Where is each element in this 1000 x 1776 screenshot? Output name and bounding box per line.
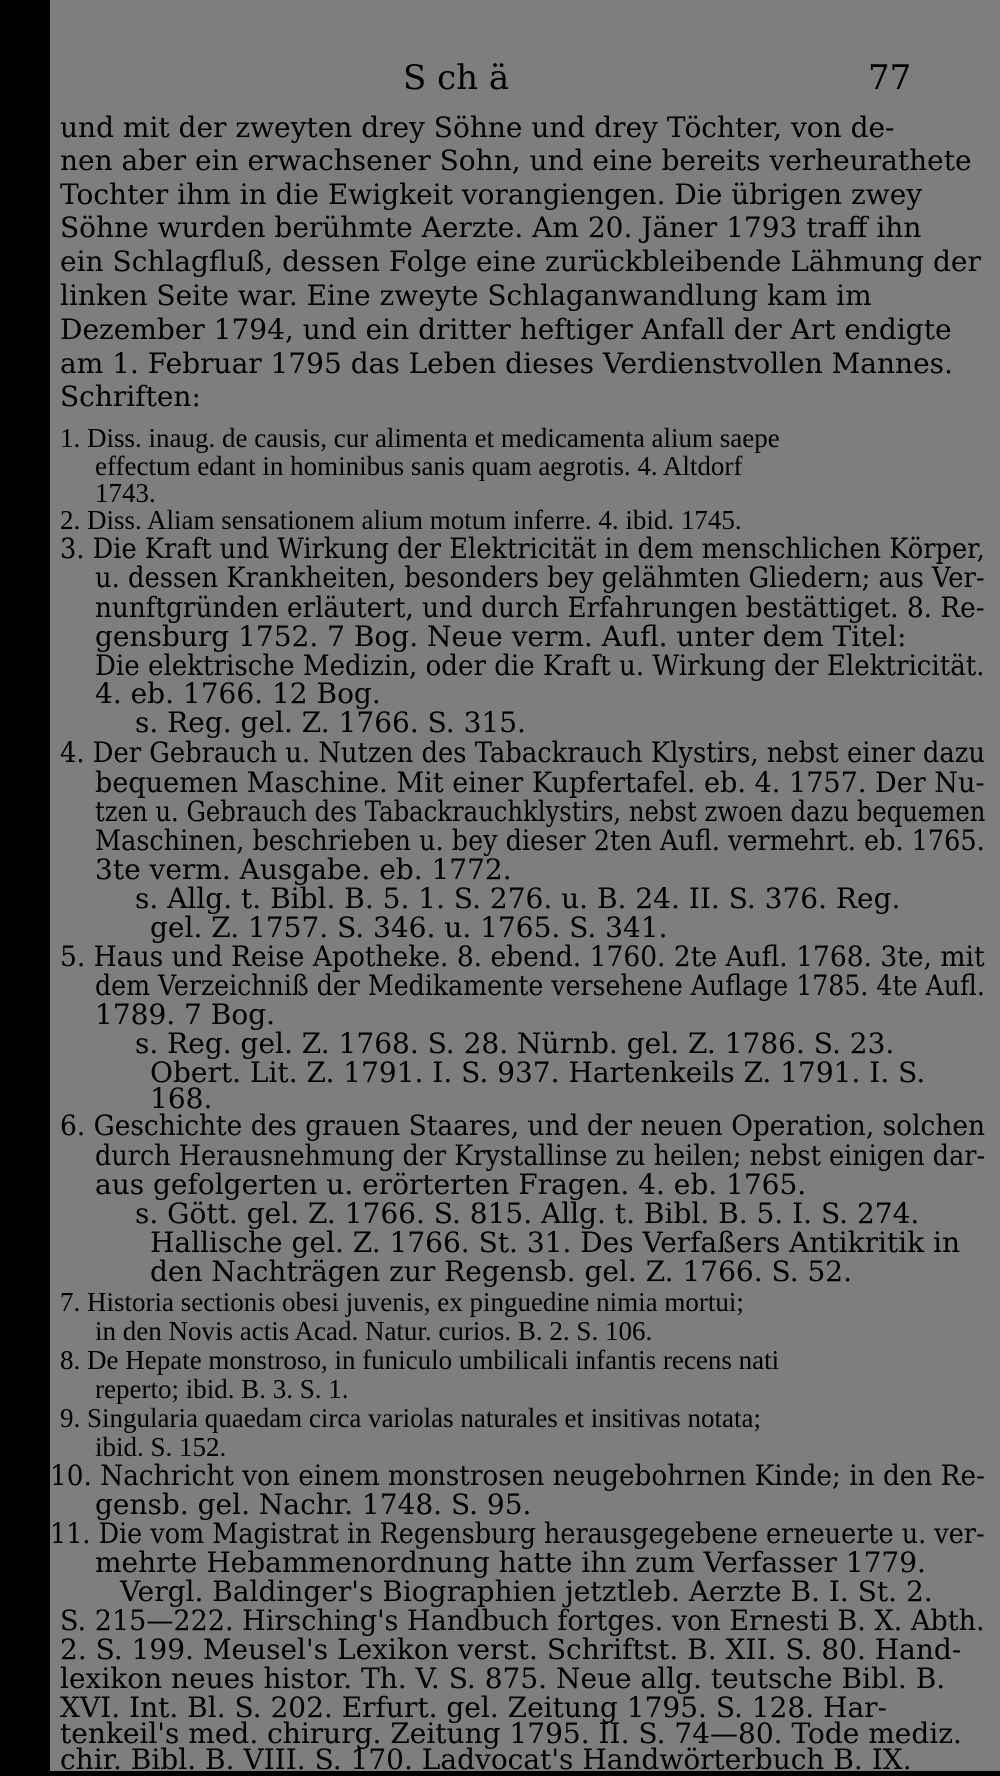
text-line: linken Seite war. Eine zweyte Schlaganwandlung kam im — [60, 279, 872, 312]
text-line: nen aber ein erwachsener Sohn, und eine bereits verheurathete — [60, 144, 972, 177]
text-line: tenkeil's med. chirurg. Zeitung 1795. II. S. 74—80. Tode mediz. — [60, 1717, 962, 1750]
text-line: Obert. Lit. Z. 1791. I. S. 937. Hartenkeils Z. 1791. I. S. — [150, 1056, 926, 1089]
text-line: s. Gött. gel. Z. 1766. S. 815. Allg. t. Bibl. B. 5. I. S. 274. — [135, 1197, 920, 1230]
text-line: 4. eb. 1766. 12 Bog. — [95, 677, 381, 710]
text-line: gensb. gel. Nachr. 1748. S. 95. — [95, 1488, 532, 1521]
text-line: s. Reg. gel. Z. 1766. S. 315. — [135, 706, 526, 739]
text-line: in den Novis actis Acad. Natur. curios. B. 2. S. 106. — [95, 1316, 653, 1346]
text-line: 10. Nachricht von einem monstrosen neugebohrnen Kinde; in den Re- — [50, 1459, 985, 1492]
text-line: Maschinen, beschrieben u. bey dieser 2ten Aufl. vermehrt. eb. 1765. — [95, 824, 985, 857]
text-line: ibid. S. 152. — [95, 1432, 227, 1462]
text-line: gensburg 1752. 7 Bog. Neue verm. Aufl. unter dem Titel: — [95, 620, 907, 653]
text-line: 3. Die Kraft und Wirkung der Elektricität in dem menschlichen Körper, — [60, 532, 985, 565]
text-line: aus gefolgerten u. erörterten Fragen. 4. eb. 1765. — [95, 1168, 807, 1201]
text-line: nunftgründen erläutert, und durch Erfahrungen bestättiget. 8. Re- — [95, 591, 985, 624]
text-line: XVI. Int. Bl. S. 202. Erfurt. gel. Zeitung 1795. S. 128. Har- — [60, 1691, 887, 1724]
text-line: und mit der zweyten drey Söhne und drey Töchter, von de- — [60, 111, 895, 144]
text-line: Tochter ihm in die Ewigkeit vorangiengen. Die übrigen zwey — [60, 178, 923, 211]
text-line: 3te verm. Ausgabe. eb. 1772. — [95, 853, 512, 886]
section-heading: Schriften: — [60, 380, 201, 413]
text-line: s. Reg. gel. Z. 1768. S. 28. Nürnb. gel. Z. 1786. S. 23. — [135, 1027, 895, 1060]
text-line: u. dessen Krankheiten, besonders bey gelähmten Gliedern; aus Ver- — [95, 561, 985, 594]
text-line: durch Herausnehmung der Krystallinse zu heilen; nebst einigen dar- — [95, 1139, 986, 1172]
text-line: den Nachträgen zur Regensb. gel. Z. 1766. S. 52. — [150, 1255, 853, 1288]
text-line: Vergl. Baldinger's Biographien jetztleb. Aerzte B. I. St. 2. — [120, 1575, 933, 1608]
text-line: S. 215—222. Hirsching's Handbuch fortges. von Ernesti B. X. Abth. — [60, 1604, 985, 1637]
text-line: dem Verzeichniß der Medikamente versehene Auflage 1785. 4te Aufl. — [95, 969, 985, 1002]
text-line: chir. Bibl. B. VIII. S. 170. Ladvocat's Handwörterbuch B. IX. — [60, 1743, 912, 1776]
text-line: ein Schlagfluß, dessen Folge eine zurückbleibende Lähmung der — [60, 245, 981, 278]
text-line: s. Allg. t. Bibl. B. 5. 1. S. 276. u. B. 24. II. S. 376. Reg. — [135, 882, 901, 915]
running-title: S ch ä — [403, 58, 510, 98]
text-line: bequemen Maschine. Mit einer Kupfertafel. eb. 4. 1757. Der Nu- — [95, 766, 985, 799]
text-line: reperto; ibid. B. 3. S. 1. — [95, 1374, 349, 1404]
text-line: gel. Z. 1757. S. 346. u. 1765. S. 341. — [150, 911, 668, 944]
text-line: effectum edant in hominibus sanis quam aegrotis. 4. Altdorf — [95, 451, 743, 481]
text-line: lexikon neues histor. Th. V. S. 875. Neue allg. teutsche Bibl. B. — [60, 1662, 946, 1695]
text-line: Dezember 1794, und ein dritter heftiger Anfall der Art endigte — [60, 313, 952, 346]
text-line: 4. Der Gebrauch u. Nutzen des Tabackrauch Klystirs, nebst einer dazu — [60, 736, 986, 769]
text-line: 1789. 7 Bog. — [95, 998, 276, 1031]
text-line: 5. Haus und Reise Apotheke. 8. ebend. 1760. 2te Aufl. 1768. 3te, mit — [60, 940, 985, 973]
text-line: 9. Singularia quaedam circa variolas naturales et insitivas notata; — [60, 1403, 762, 1433]
text-line: 2. S. 199. Meusel's Lexikon verst. Schriftst. B. XII. S. 80. Hand- — [60, 1633, 962, 1666]
text-line: 1. Diss. inaug. de causis, cur alimenta et medicamenta alium saepe — [60, 423, 780, 453]
text-line: tzen u. Gebrauch des Tabackrauchklystirs, nebst zwoen dazu bequemen — [95, 795, 986, 828]
text-line: mehrte Hebammenordnung hatte ihn zum Verfasser 1779. — [95, 1546, 926, 1579]
text-line: Die elektrische Medizin, oder die Kraft u. Wirkung der Elektricität. — [95, 649, 985, 682]
text-line: Hallische gel. Z. 1766. St. 31. Des Verfaßers Antikritik in — [150, 1226, 960, 1259]
text-line: Söhne wurden berühmte Aerzte. Am 20. Jäner 1793 traff ihn — [60, 211, 922, 244]
text-line: 2. Diss. Aliam sensationem alium motum inferre. 4. ibid. 1745. — [60, 505, 742, 535]
text-line: 6. Geschichte des grauen Staares, und der neuen Operation, solchen — [60, 1109, 986, 1142]
text-line: 1743. — [95, 478, 156, 508]
text-line: 168. — [150, 1082, 213, 1115]
page-number: 77 — [868, 58, 912, 98]
text-line: 8. De Hepate monstroso, in funiculo umbilicali infantis recens nati — [60, 1345, 780, 1375]
text-line: 11. Die vom Magistrat in Regensburg herausgegebene erneuerte u. ver- — [50, 1517, 985, 1550]
book-page — [50, 0, 1000, 1776]
text-line: am 1. Februar 1795 das Leben dieses Verdienstvollen Mannes. — [60, 347, 953, 380]
text-line: 7. Historia sectionis obesi juvenis, ex pinguedine nimia mortui; — [60, 1287, 744, 1317]
